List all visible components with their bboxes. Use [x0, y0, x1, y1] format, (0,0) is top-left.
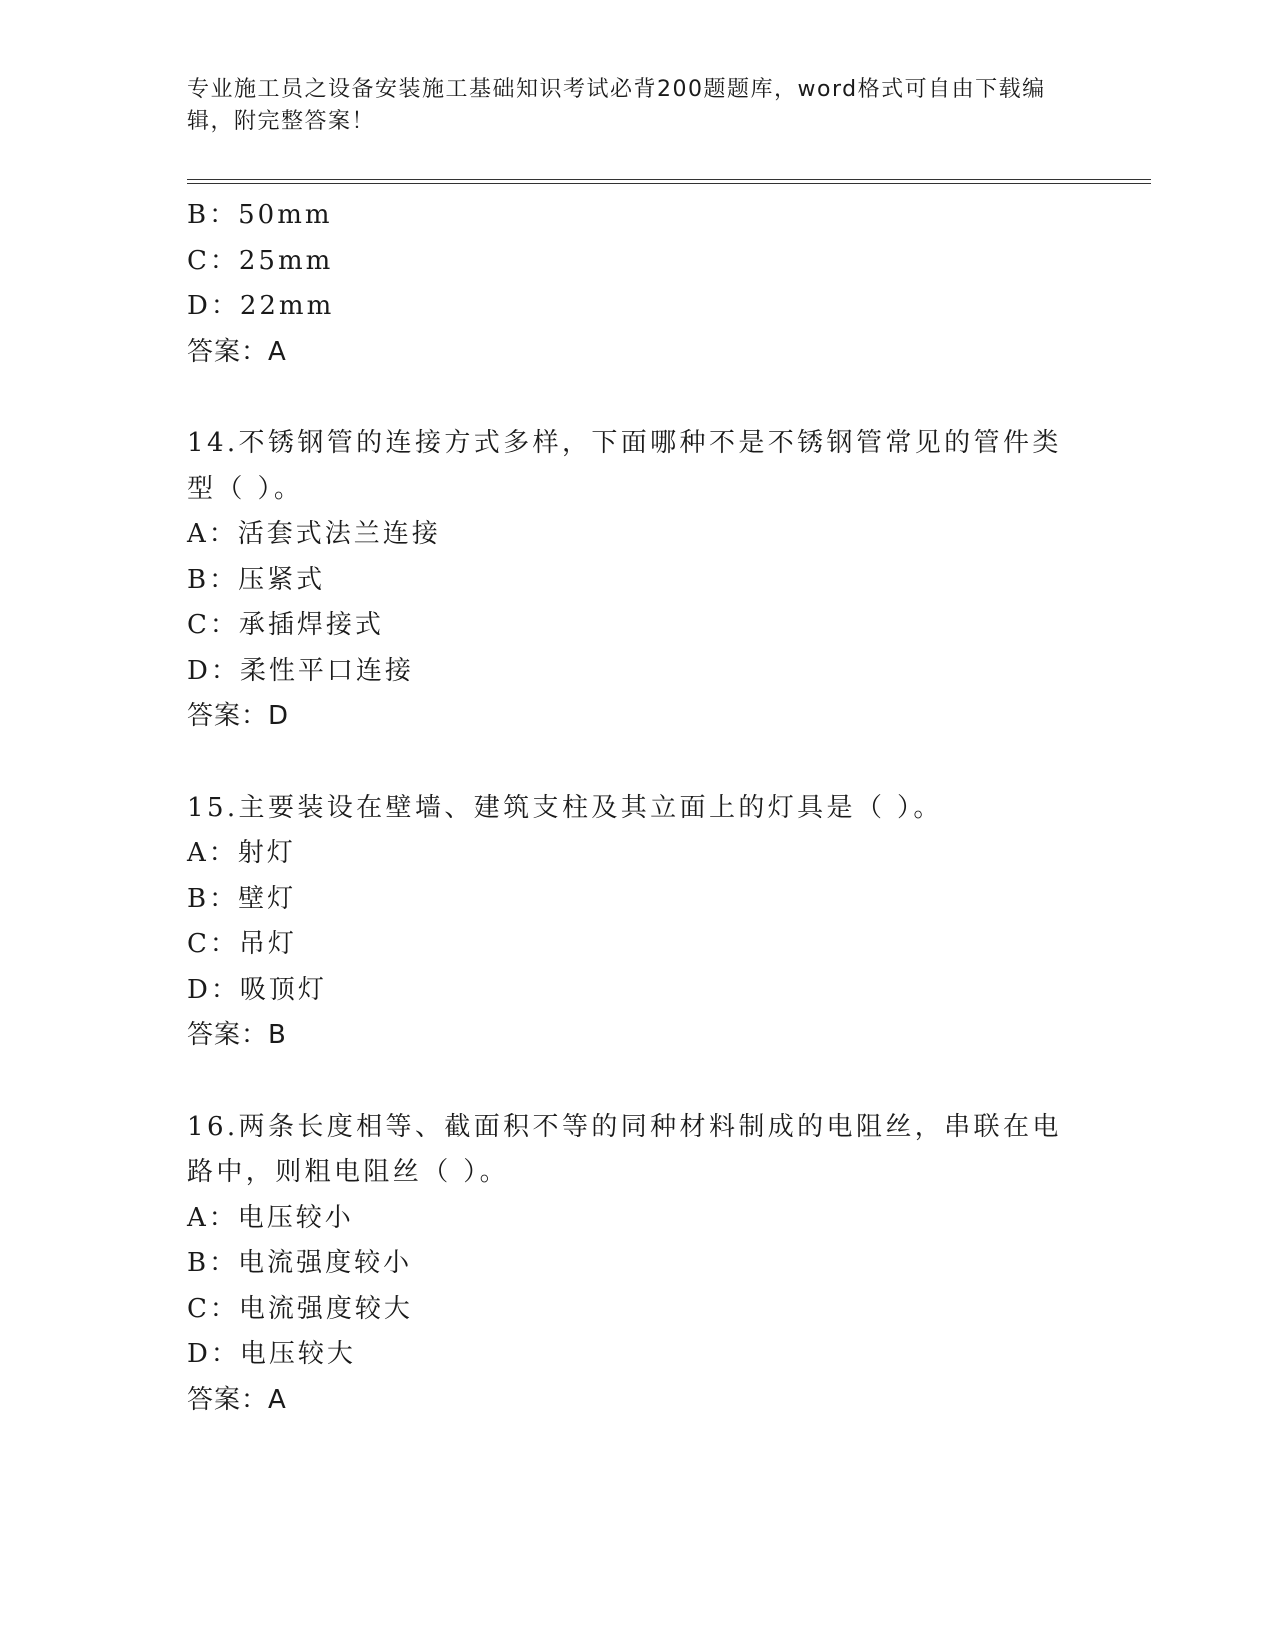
answer-line: 答案：B	[187, 1020, 287, 1050]
option-d: D：22mm	[187, 291, 335, 321]
document-header: 专业施工员之设备安装施工基础知识考试必背200题题库，word格式可自由下载编辑，附完整答案！	[187, 77, 1046, 134]
question-15	[187, 786, 1087, 1059]
option-d: D：柔性平口连接	[187, 655, 414, 686]
option-c: C：25mm	[187, 245, 334, 276]
option-b: B：壁灯	[187, 883, 297, 914]
header-divider-top	[187, 179, 1151, 180]
question-text: 14.不锈钢管的连接方式多样，下面哪种不是不锈钢管常见的管件类型（ ）。	[187, 428, 1062, 504]
answer-line: 答案：A	[187, 1384, 287, 1415]
header-divider-bottom	[187, 183, 1151, 184]
option-b: B：电流强度较小	[187, 1248, 413, 1278]
question-14	[187, 421, 1087, 740]
question-text: 15.主要装设在壁墙、建筑支柱及其立面上的灯具是（ ）。	[187, 792, 943, 823]
answer-line: 答案：A	[187, 336, 287, 367]
option-c: C：吊灯	[187, 929, 297, 959]
document-body	[187, 193, 1087, 1423]
answer-line: 答案：D	[187, 701, 290, 731]
option-a: A：活套式法兰连接	[187, 519, 441, 549]
option-b: B：压紧式	[187, 564, 326, 595]
option-c: C：电流强度较大	[187, 1293, 413, 1324]
question-text: 16.两条长度相等、截面积不等的同种材料制成的电阻丝，串联在电路中，则粗电阻丝（ ）。	[187, 1111, 1062, 1187]
partial-question	[187, 193, 1087, 375]
option-a: A：电压较小	[187, 1202, 354, 1233]
option-d: D：电压较大	[187, 1339, 356, 1369]
option-d: D：吸顶灯	[187, 974, 327, 1005]
option-c: C：承插焊接式	[187, 610, 384, 640]
option-a: A：射灯	[187, 838, 296, 868]
option-b: B：50mm	[187, 200, 333, 230]
question-16	[187, 1105, 1087, 1424]
